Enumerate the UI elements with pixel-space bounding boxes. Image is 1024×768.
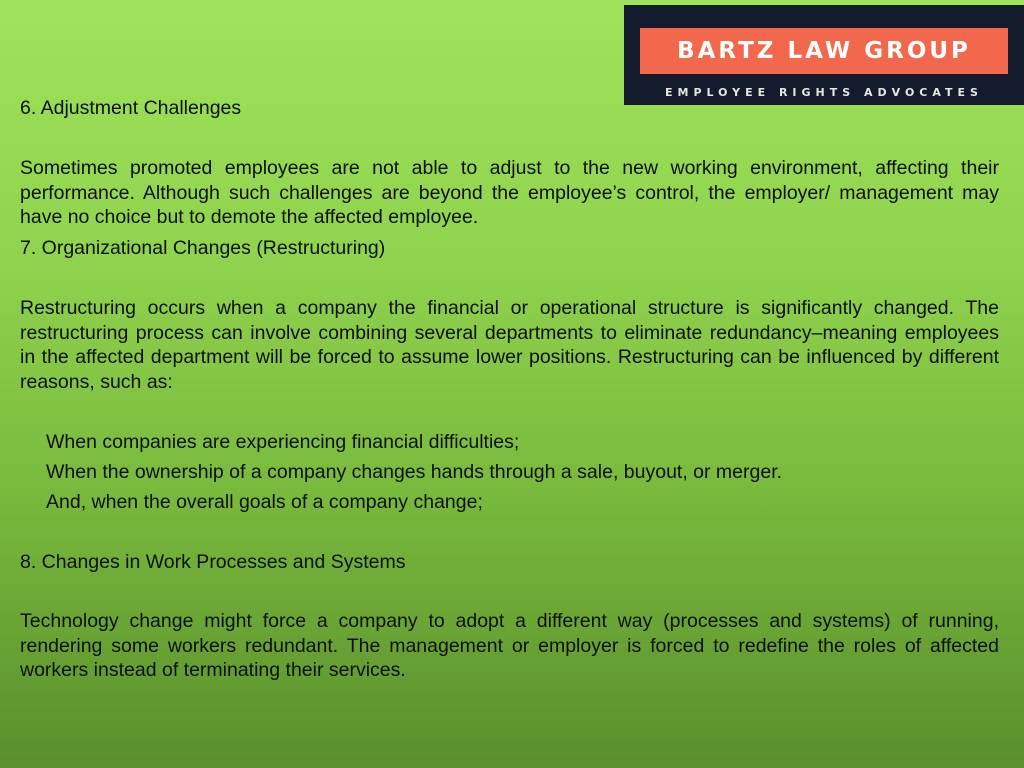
adjustment-paragraph: Sometimes promoted employees are not able to adjust to the new working environment, affecting their performance. Although such challenges are beyond the employee’s control, the employer/ management may have no choice but to demote the affected employee. — [20, 157, 999, 228]
processes-paragraph-block — [20, 609, 999, 683]
processes-paragraph: Technology change might force a company to adopt a different way (processes and systems) of running, rendering some workers redundant. The management or employer is forced to redefine the roles of affected workers instead of terminating their services. — [20, 610, 999, 681]
reason-item: And, when the overall goals of a company change; — [46, 491, 483, 513]
logo-tagline: EMPLOYEE RIGHTS ADVOCATES — [665, 86, 983, 99]
heading-work-processes: 8. Changes in Work Processes and Systems — [20, 551, 406, 573]
adjustment-paragraph-block — [20, 156, 999, 230]
bartz-law-group-logo — [624, 5, 1024, 105]
heading-organizational-changes: 7. Organizational Changes (Restructuring) — [20, 237, 386, 259]
reason-item: When the ownership of a company changes hands through a sale, buyout, or merger. — [46, 461, 783, 483]
restructuring-paragraph-block — [20, 296, 999, 394]
reason-item: When companies are experiencing financial difficulties; — [46, 431, 520, 453]
restructuring-paragraph: Restructuring occurs when a company the financial or operational structure is significantly changed. The restructuring process can involve combining several departments to eliminate redundancy–meaning employees in the affected department will be forced to assume lower positions. Restructuring can be influenced by different reasons, such as: — [20, 297, 999, 393]
logo-title: BARTZ LAW GROUP — [640, 28, 1008, 74]
heading-adjustment-challenges: 6. Adjustment Challenges — [20, 97, 242, 119]
